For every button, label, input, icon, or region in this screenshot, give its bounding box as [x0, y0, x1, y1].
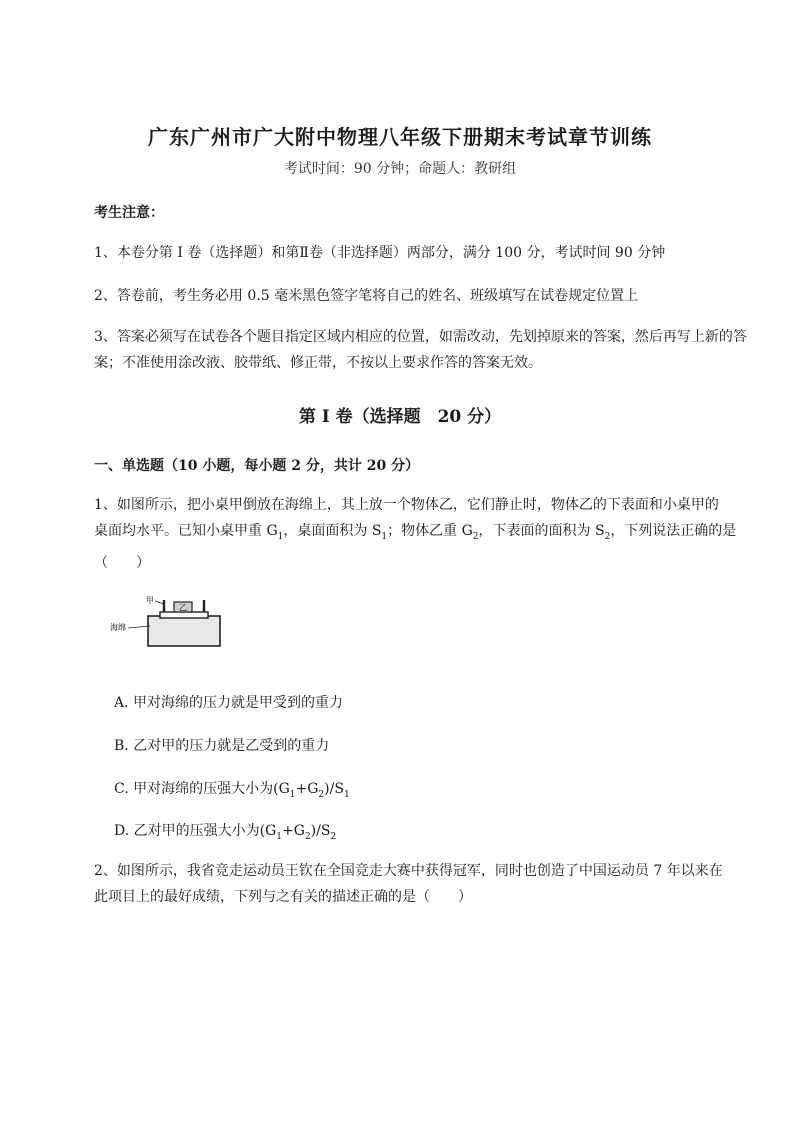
question-2-line-1: 2、如图所示，我省竞走运动员王钦在全国竞走大赛中获得冠军，同时也创造了中国运动员 7 年以来在: [94, 863, 723, 879]
option-c: C. 甲对海绵的压强大小为$(G_1+G_2)/S_1$: [114, 781, 350, 800]
notice-heading: 考生注意：: [94, 205, 164, 221]
label-jia: 甲: [146, 596, 154, 605]
sponge-block: [148, 616, 220, 646]
section-title: 第 I 卷（选择题 20 分）: [298, 407, 502, 427]
notice-item: 2、答卷前，考生务必用 0.5 毫米黑色签字笔将自己的姓名、班级填写在试卷规定位置上: [94, 288, 639, 304]
table-top: [160, 612, 208, 618]
part-heading: 一、单选题（10 小题，每小题 2 分，共计 20 分）: [94, 458, 420, 474]
answer-blank: （ ）: [94, 554, 150, 571]
question-1-line-2: 桌面均水平。已知小桌甲重 $G_1$，桌面面积为 $S_1$；物体乙重 $G_2$，下表面的面积为 $S_2$，下列说法正确的是: [94, 523, 737, 542]
question-2-line-2: 此项目上的最好成绩，下列与之有关的描述正确的是（ ）: [94, 889, 472, 905]
sponge-table-figure: [108, 594, 228, 650]
option-d: D. 乙对甲的压强大小为$(G_1+G_2)/S_2$: [114, 823, 337, 842]
object-yi-label: 乙: [179, 603, 187, 613]
notice-item: 3、答案必须写在试卷各个题目指定区域内相应的位置，如需改动，先划掉原来的答案，然后再写上新的答案；不准使用涂改液、胶带纸、修正带，不按以上要求作答的答案无效。: [94, 329, 747, 371]
label-sponge: 海绵: [110, 623, 126, 632]
notice-item: 1、本卷分第 I 卷（选择题）和第Ⅱ卷（非选择题）两部分，满分 100 分，考试时间 90 分钟: [94, 245, 666, 261]
question-2-text: [94, 858, 754, 910]
page-title: 广东广州市广大附中物理八年级下册期末考试章节训练: [148, 125, 652, 149]
question-1-line-1: 1、如图所示，把小桌甲倒放在海绵上，其上放一个物体乙，它们静止时，物体乙的下表面和小桌甲的: [94, 497, 719, 513]
option-a: A. 甲对海绵的压力就是甲受到的重力: [114, 695, 344, 711]
question-1-text: [94, 492, 754, 576]
option-b: B. 乙对甲的压力就是乙受到的重力: [114, 738, 330, 754]
exam-meta: 考试时间：90 分钟；命题人：教研组: [283, 161, 517, 177]
